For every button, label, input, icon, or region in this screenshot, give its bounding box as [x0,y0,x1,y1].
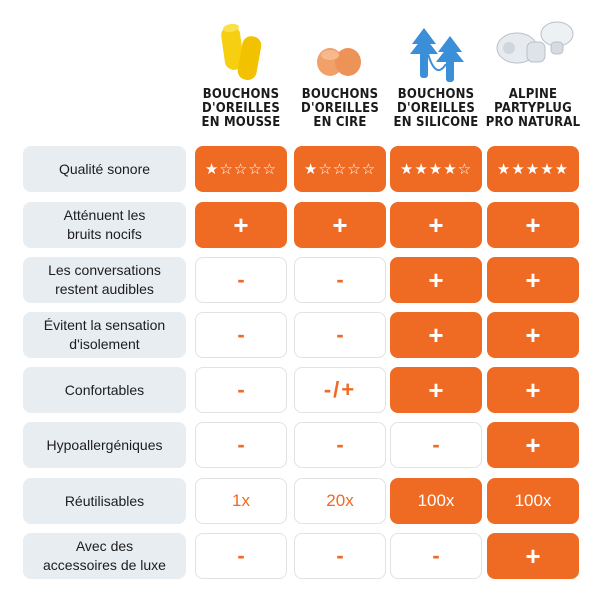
table-cell [195,422,287,468]
minus-mark: - [432,543,440,568]
table-cell [487,257,579,303]
table-cell [294,367,386,413]
table-cell [487,312,579,358]
table-cell [390,422,482,468]
product-header-alpine [487,0,579,142]
table-cell [195,312,287,358]
table-cell [487,146,579,192]
plus-mark: + [428,320,444,350]
row-label [23,202,186,248]
row-label [23,422,186,468]
plus-mark: + [332,210,348,240]
table-cell [487,422,579,468]
star-rating: ★★★★☆ [399,161,473,178]
table-cell [390,146,482,192]
plus-mark: + [525,375,541,405]
row-label [23,367,186,413]
row-label [23,533,186,579]
plus-mark: + [233,210,249,240]
row-label-line: Évitent la sensation [43,317,166,333]
reuse-count: 100x [417,491,455,510]
product-name: BOUCHONS D'OREILLES EN MOUSSE [201,87,281,130]
row-label-line: bruits nocifs [67,226,142,242]
table-cell [195,533,287,579]
minus-mark: - [336,267,344,292]
table-cell [294,146,386,192]
reuse-count: 20x [326,491,354,510]
clear-alpine-earplugs-image [487,14,579,86]
table-cell [294,422,386,468]
minus-mark: - [237,267,245,292]
star-rating: ★☆☆☆☆ [204,161,278,178]
plus-mark: + [525,541,541,571]
product-header-foam [195,0,287,142]
row-label [23,478,186,524]
plus-mark: + [525,320,541,350]
star-rating: ★★★★★ [496,161,570,178]
product-header-silicone [390,0,482,142]
table-cell [487,478,579,524]
minus-mark: - [237,322,245,347]
mixed-mark: -/+ [323,377,357,402]
minus-mark: - [432,432,440,457]
table-cell [390,257,482,303]
table-cell [390,478,482,524]
plus-mark: + [525,210,541,240]
minus-mark: - [336,543,344,568]
row-label-line: Réutilisables [64,492,145,509]
plus-mark: + [428,375,444,405]
table-cell [390,312,482,358]
product-name: BOUCHONS D'OREILLES EN SILICONE [393,87,479,130]
table-cell [487,202,579,248]
minus-mark: - [237,432,245,457]
product-header-wax [294,0,386,142]
row-label-line: Qualité sonore [58,160,151,177]
row-label-line: Confortables [64,381,145,398]
yellow-foam-earplugs-image [195,14,287,86]
plus-mark: + [525,265,541,295]
row-label-line: Les conversations [48,262,161,278]
table-cell [390,533,482,579]
row-label [23,312,186,358]
plus-mark: + [428,210,444,240]
table-cell [390,367,482,413]
product-name: BOUCHONS D'OREILLES EN CIRE [301,87,379,130]
reuse-count: 1x [232,491,250,510]
orange-wax-earplugs-image [294,14,386,86]
table-cell [390,202,482,248]
row-label-line: Atténuent les [63,207,146,223]
minus-mark: - [336,322,344,347]
blue-silicone-earplugs-image [390,14,482,86]
table-cell [294,533,386,579]
table-cell [195,202,287,248]
table-cell [195,478,287,524]
star-rating: ★☆☆☆☆ [303,161,377,178]
table-cell [487,533,579,579]
plus-mark: + [525,430,541,460]
table-cell [294,257,386,303]
row-label [23,146,186,192]
row-label-line: Hypoallergéniques [46,436,163,453]
table-cell [487,367,579,413]
table-cell [195,146,287,192]
table-cell [294,478,386,524]
minus-mark: - [237,543,245,568]
minus-mark: - [237,377,245,402]
minus-mark: - [336,432,344,457]
row-label-line: Avec des [75,538,134,554]
product-name: ALPINE PARTYPLUG PRO NATURAL [485,87,581,130]
row-label-line: d'isolement [69,336,140,352]
row-label-line: accessoires de luxe [43,557,166,573]
table-cell [195,257,287,303]
row-label-line: restent audibles [55,281,154,297]
table-cell [195,367,287,413]
plus-mark: + [428,265,444,295]
table-cell [294,202,386,248]
row-label [23,257,186,303]
table-cell [294,312,386,358]
reuse-count: 100x [514,491,552,510]
